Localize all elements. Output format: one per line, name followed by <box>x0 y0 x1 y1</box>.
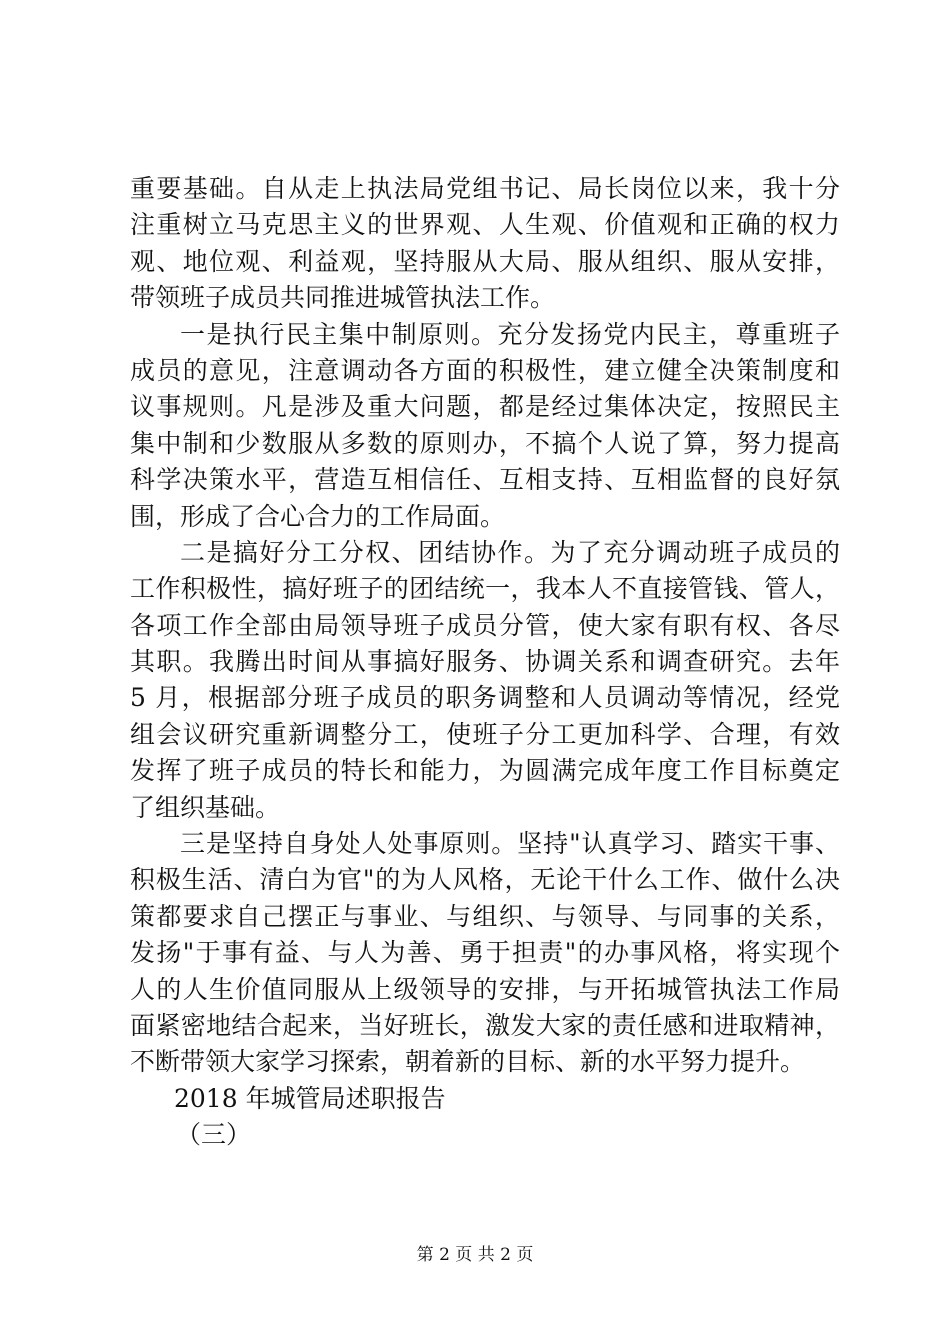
document-body <box>130 171 840 1154</box>
paragraph-line: 了组织基础。 <box>130 792 281 822</box>
paragraph-line: 积极生活、清白为官"的为人风格，无论干什么工作、做什么决 <box>130 865 840 895</box>
paragraph-line: 重要基础。自从走上执法局党组书记、局长岗位以来，我十分 <box>130 174 840 203</box>
paragraph-line: 三是坚持自身处人处事原则。坚持"认真学习、踏实干事、 <box>180 829 840 859</box>
paragraph-line: 工作积极性，搞好班子的团结统一，我本人不直接管钱、管人， <box>130 574 840 604</box>
report-title: 2018 年城管局述职报告 <box>174 1083 446 1113</box>
paragraph-line: 带领班子成员共同推进城管执法工作。 <box>130 283 556 313</box>
paragraph-line: 观、地位观、利益观，坚持服从大局、服从组织、服从安排， <box>130 246 840 276</box>
paragraph-line: 成员的意见，注意调动各方面的积极性，建立健全决策制度和 <box>130 355 840 385</box>
paragraph-line: 不断带领大家学习探索，朝着新的目标、新的水平努力提升。 <box>130 1047 806 1077</box>
paragraph-line: 面紧密地结合起来，当好班长，激发大家的责任感和进取精神， <box>130 1010 840 1040</box>
paragraph-line: 策都要求自己摆正与事业、与组织、与领导、与同事的关系， <box>130 901 840 931</box>
paragraph-line: 二是搞好分工分权、团结协作。为了充分调动班子成员的 <box>180 537 840 567</box>
paragraph-line: 注重树立马克思主义的世界观、人生观、价值观和正确的权力 <box>130 210 840 240</box>
paragraph-line: 发挥了班子成员的特长和能力，为圆满完成年度工作目标奠定 <box>130 756 840 786</box>
paragraph-line: 发扬"于事有益、与人为善、勇于担责"的办事风格，将实现个 <box>130 938 840 968</box>
paragraph-line: 科学决策水平，营造互相信任、互相支持、互相监督的良好氛 <box>130 465 840 495</box>
paragraph-line: 一是执行民主集中制原则。充分发扬党内民主，尊重班子 <box>180 319 840 349</box>
paragraph-line: 集中制和少数服从多数的原则办，不搞个人说了算，努力提高 <box>130 428 840 458</box>
paragraph-line: 各项工作全部由局领导班子成员分管，使大家有职有权、各尽 <box>130 610 840 640</box>
paragraph-line: 5 月，根据部分班子成员的职务调整和人员调动等情况，经党 <box>130 683 840 713</box>
paragraph-line: 其职。我腾出时间从事搞好服务、协调关系和调查研究。去年 <box>130 647 840 677</box>
paragraph-line: 人的人生价值同服从上级领导的安排，与开拓城管执法工作局 <box>130 974 840 1004</box>
section-number: （三） <box>176 1120 252 1150</box>
page-footer: 第 2 页 共 2 页 <box>416 1245 534 1265</box>
paragraph-line: 围，形成了合心合力的工作局面。 <box>130 501 506 531</box>
paragraph-line: 组会议研究重新调整分工，使班子分工更加科学、合理，有效 <box>130 719 840 749</box>
paragraph-line: 议事规则。凡是涉及重大问题，都是经过集体决定，按照民主 <box>130 392 840 422</box>
